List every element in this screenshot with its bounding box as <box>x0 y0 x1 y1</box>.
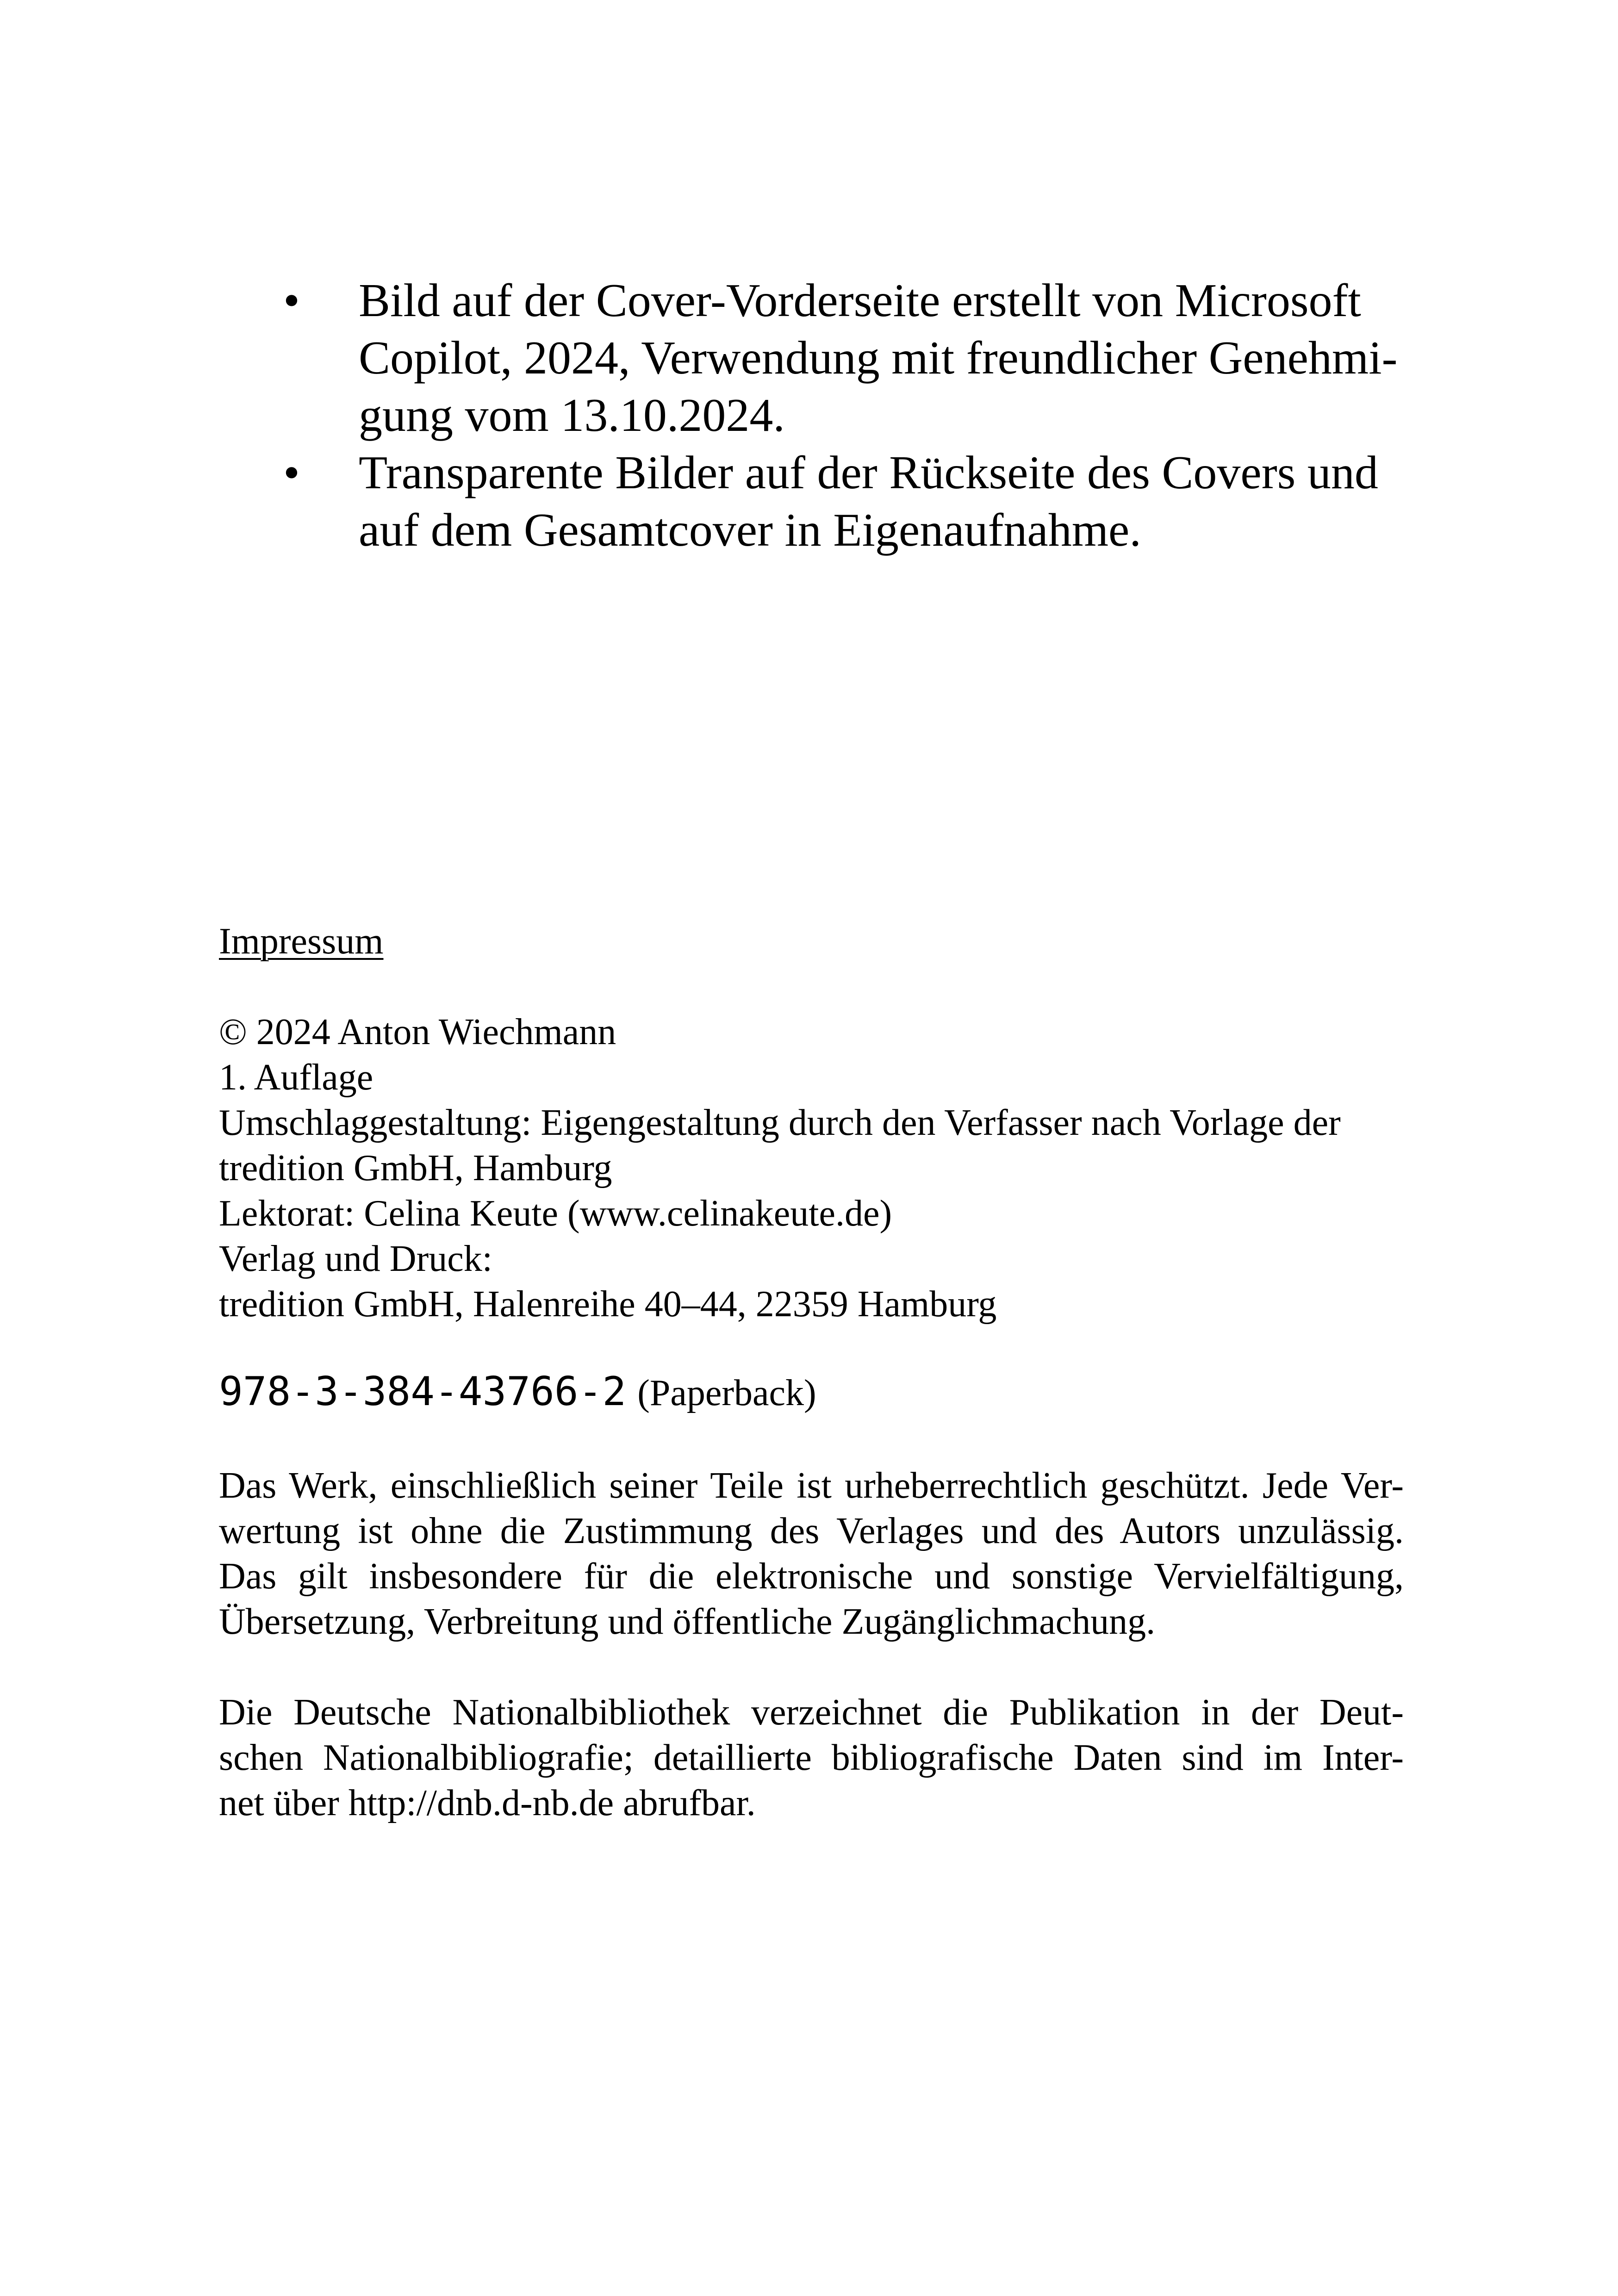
copyright-line: © 2024 Anton Wiechmann <box>219 1012 616 1052</box>
dnb-notice-line: Die Deutsche Nationalbibliothek verzeichnet die Publikation in der Deut- <box>219 1692 1404 1733</box>
credit-item-cover-back <box>278 444 1407 559</box>
credit-item-cover-front <box>278 272 1407 444</box>
credit-line: auf dem Gesamtcover in Eigenaufnahme. <box>359 504 1141 556</box>
isbn-number: 978-3-384-43766-2 <box>219 1369 627 1415</box>
imprint-heading: Impressum <box>219 921 384 962</box>
isbn-row <box>219 1369 1404 1416</box>
publisher-label-line: Verlag und Druck: <box>219 1238 492 1279</box>
copyright-notice-line: Das gilt insbesondere für die elektronische und sonstige Vervielfältigung, <box>219 1556 1404 1597</box>
copyright-notice-line: Übersetzung, Verbreitung und öffentliche Zugänglichmachung. <box>219 1601 1156 1642</box>
credit-line: Bild auf der Cover-Vorderseite erstellt von Microsoft <box>359 274 1361 327</box>
cover-design-line-cont: tredition GmbH, Hamburg <box>219 1148 612 1188</box>
dnb-notice-line: schen Nationalbibliografie; detaillierte bibliografische Daten sind im Inter- <box>219 1737 1404 1778</box>
edition-line: 1. Auflage <box>219 1057 373 1098</box>
credit-text <box>359 272 1407 444</box>
publisher-address-line: tredition GmbH, Halenreihe 40–44, 22359 Hamburg <box>219 1284 997 1325</box>
dnb-notice-line: net über http://dnb.d-nb.de abrufbar. <box>219 1783 756 1823</box>
copyright-notice <box>219 1463 1404 1644</box>
isbn-format: (Paperback) <box>637 1373 816 1413</box>
image-credits-list <box>278 272 1407 559</box>
credit-text <box>359 444 1407 559</box>
credit-line: gung vom 13.10.2024. <box>359 389 785 442</box>
cover-design-line: Umschlaggestaltung: Eigengestaltung durch den Verfasser nach Vorlage der <box>219 1102 1341 1143</box>
editor-line: Lektorat: Celina Keute (www.celinakeute.de) <box>219 1193 892 1234</box>
copyright-notice-line: wertung ist ohne die Zustimmung des Verlages und des Autors unzulässig. <box>219 1511 1404 1551</box>
dnb-notice <box>219 1690 1404 1826</box>
credit-line: Transparente Bilder auf der Rückseite des Covers und <box>359 447 1378 499</box>
bullet-icon: • <box>283 274 300 327</box>
copyright-notice-line: Das Werk, einschließlich seiner Teile ist urheberrechtlich geschützt. Jede Ver- <box>219 1465 1404 1506</box>
imprint-section <box>219 919 1404 1826</box>
bullet-icon: • <box>283 447 300 499</box>
credit-line: Copilot, 2024, Verwendung mit freundlicher Genehmi- <box>359 332 1398 384</box>
imprint-details <box>219 1009 1404 1327</box>
